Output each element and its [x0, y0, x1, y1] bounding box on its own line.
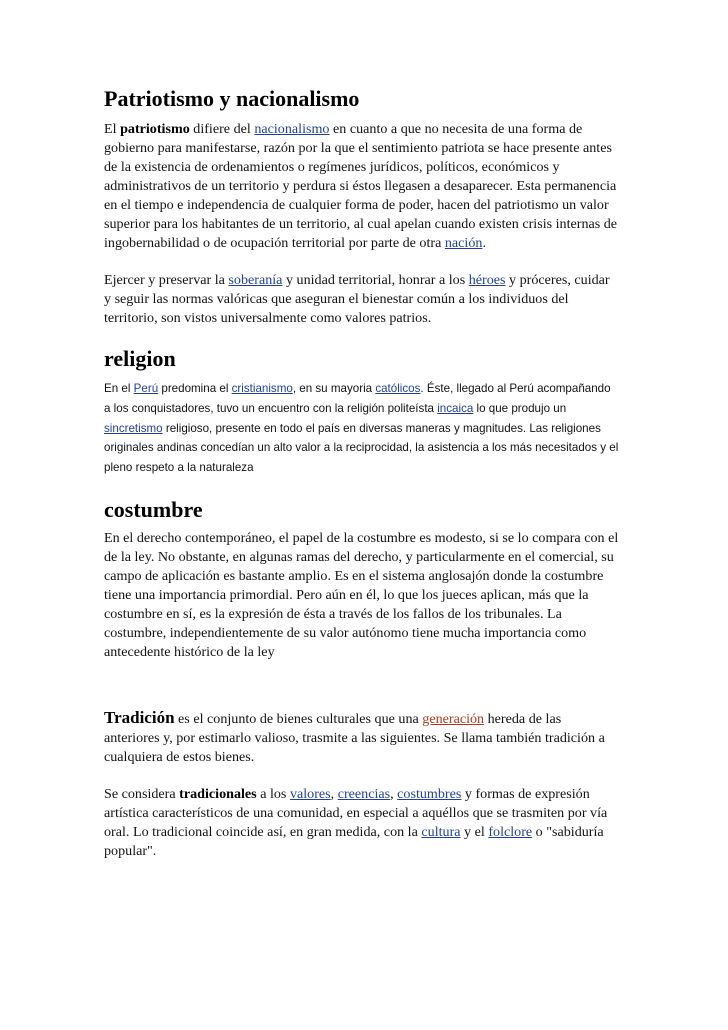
link-sincretismo[interactable]: sincretismo [104, 421, 163, 435]
bold-term-patriotismo: patriotismo [120, 121, 190, 137]
text-run: y unidad territorial, honrar a los [282, 272, 469, 288]
text-run: , en su mayoria [292, 382, 376, 395]
link-catolicos[interactable]: católicos [375, 382, 421, 395]
link-cultura[interactable]: cultura [421, 823, 461, 840]
link-incaica[interactable]: incaica [437, 401, 474, 415]
link-heroes[interactable]: héroes [468, 272, 506, 288]
link-nacionalismo[interactable]: nacionalismo [254, 121, 330, 137]
text-run: a los [256, 785, 290, 802]
bold-term-tradicionales: tradicionales [179, 785, 257, 802]
text-run: predomina el [158, 382, 232, 395]
document-page [104, 86, 620, 861]
link-peru[interactable]: Perú [133, 382, 159, 395]
text-run: En el [104, 382, 134, 395]
text-run: El [104, 121, 121, 137]
link-cristianismo[interactable]: cristianismo [231, 382, 293, 395]
text-run: Se considera [104, 785, 180, 802]
text-run: es el conjunto de bienes culturales que una [174, 710, 423, 727]
text-run: hereda de las anteriores y, por estimarlo valioso, trasmite a las siguientes. Se llama también tradición a cualquiera de estos bienes. [104, 710, 605, 765]
text-run: lo que produjo un [473, 401, 567, 415]
link-soberania[interactable]: soberanía [228, 272, 283, 288]
section-title-religion: religion [104, 346, 176, 371]
section-title-costumbre: costumbre [104, 496, 203, 522]
link-folclore[interactable]: folclore [488, 823, 533, 840]
paragraph-tradicion-1 [104, 708, 620, 767]
paragraph-costumbre: En el derecho contemporáneo, el papel de la costumbre es modesto, si se lo compara con el de la ley. No obstante, en algunas ramas del derecho, y particularmente en el comercial, su campo de aplicación es bastante amplio. Es en el sistema anglosajón donde la costumbre tiene una importancia primordial. Pero aún en él, lo que los jueces aplican, más que la costumbre en sí, es la expresión de ésta a través de los fallos de los tribunales. La costumbre, independientemente de su valor autónomo tiene mucha importancia como antecedente histórico de la ley [104, 529, 619, 660]
text-run: , [390, 785, 398, 802]
paragraph-religion [104, 379, 620, 478]
text-run: . [482, 235, 486, 251]
text-run: o "sabiduría popular". [104, 823, 604, 859]
text-run: religioso, presente en todo el país en diversas maneras y magnitudes. Las religiones originales andinas concedían un alto valor a la reciprocidad, la asistencia a los más necesitados y el pleno respeto a la naturaleza [104, 421, 619, 475]
text-run: . Éste, llegado al Perú acompañando a los conquistadores, tuvo un encuentro con la religión politeísta [104, 382, 611, 415]
text-run: Ejercer y preservar la [104, 272, 229, 288]
text-run: difiere del [189, 121, 255, 137]
text-run: , [330, 785, 338, 802]
paragraph-tradicion-2 [104, 785, 620, 861]
link-valores[interactable]: valores [289, 785, 331, 802]
text-run: y formas de expresión artística característicos de una comunidad, en especial a aquéllos que se trasmiten por vía oral. Lo tradicional coincide así, en gran medida, con la [104, 785, 608, 840]
paragraph-patriotismo-2 [104, 271, 620, 328]
text-run: en cuanto a que no necesita de una forma de gobierno para manifestarse, razón por la que el sentimiento patriota se hace presente antes de la existencia de ordenamientos o regímenes jurídicos, políticos, económicos y administrativos de un territorio y perdura si éstos llegasen a desaparecer. Esta permanencia en el tiempo e independencia de cualquier forma de poder, hacen del patriotismo un valor superior para los habitantes de un territorio, al cual apelan cuando existen crisis internas de ingobernabilidad o de ocupación territorial por parte de otra [104, 121, 618, 251]
link-costumbres[interactable]: costumbres [397, 785, 462, 802]
link-creencias[interactable]: creencias [337, 785, 391, 802]
link-generacion[interactable]: generación [422, 710, 485, 727]
text-run: y próceres, cuidar y seguir las normas valóricas que aseguran el bienestar común a los individuos del territorio, son vistos universalmente como valores patrios. [104, 272, 610, 326]
link-nacion[interactable]: nación [444, 235, 483, 251]
section-title-patriotismo: Patriotismo y nacionalismo [104, 86, 360, 111]
paragraph-patriotismo-1 [104, 120, 620, 253]
text-run: y el [460, 823, 489, 840]
bold-term-tradicion: Tradición [104, 707, 175, 727]
